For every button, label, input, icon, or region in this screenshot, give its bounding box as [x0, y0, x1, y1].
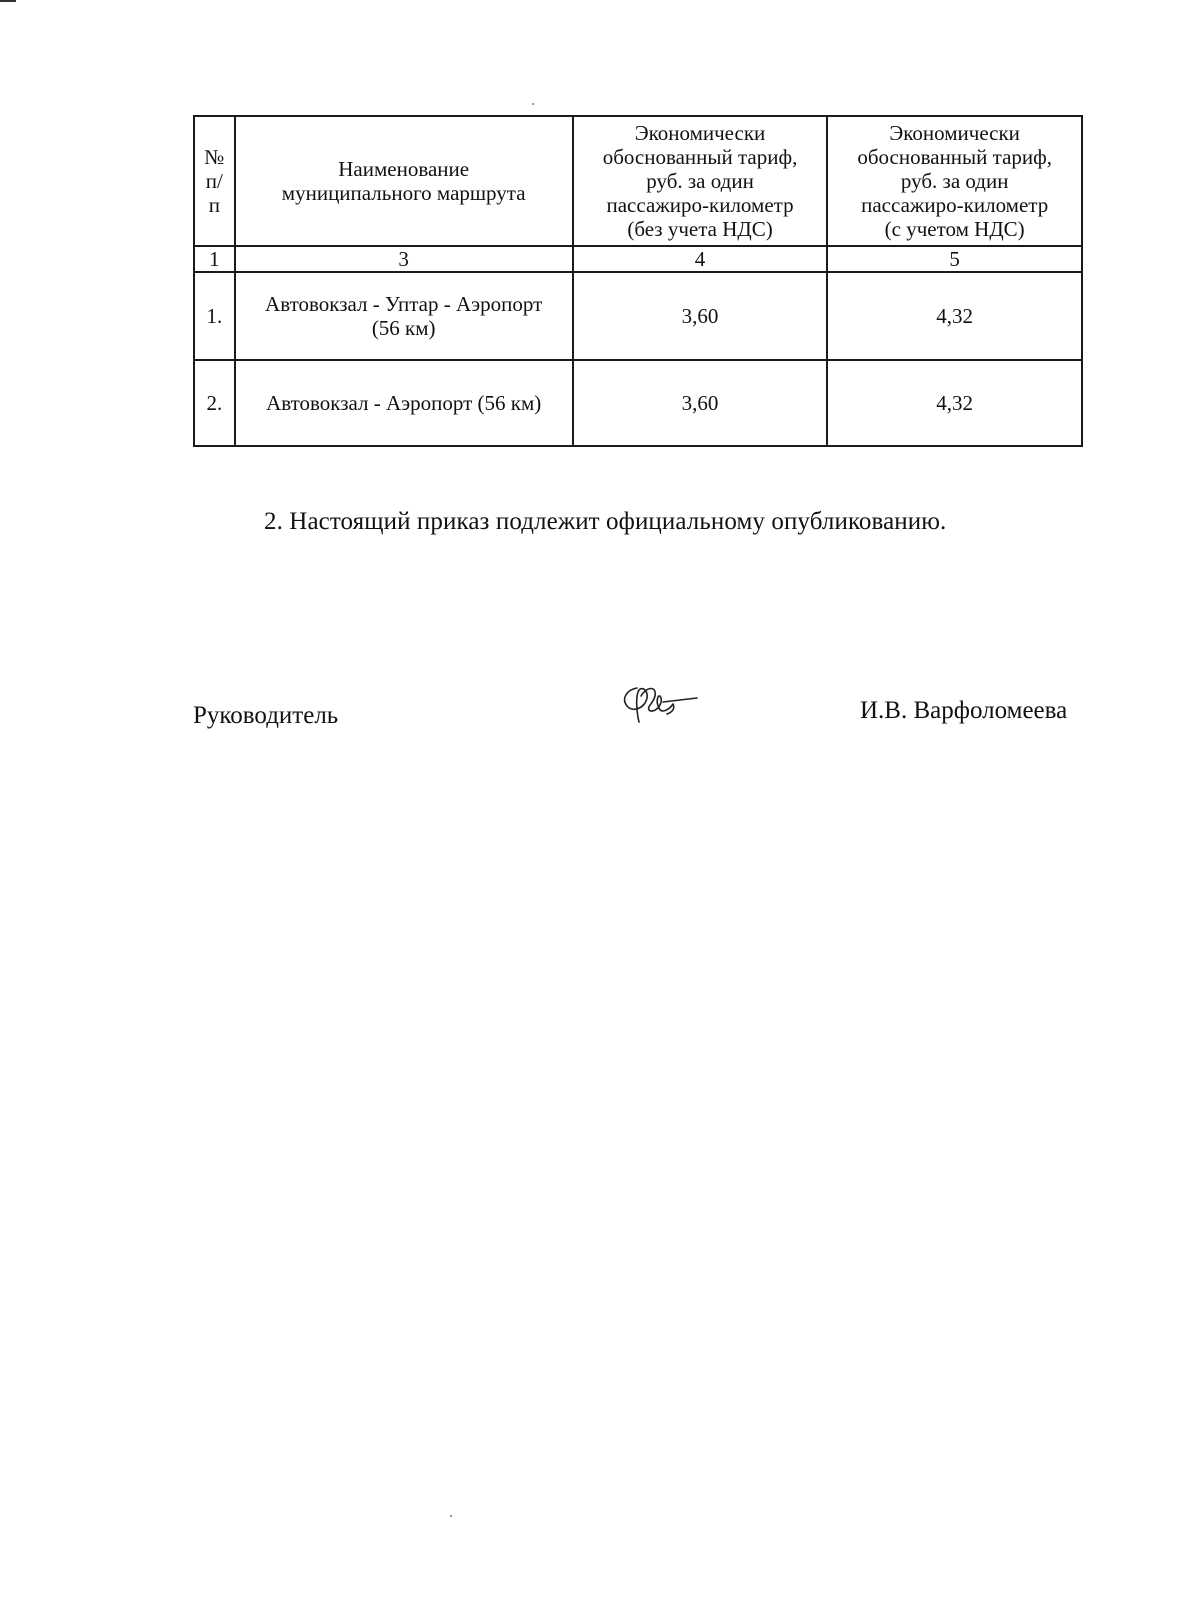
tariff-table — [193, 115, 1083, 447]
handwritten-signature — [617, 676, 699, 726]
header-number: № п/п — [194, 116, 235, 246]
column-number: 3 — [235, 246, 573, 272]
scan-corner-mark — [0, 0, 16, 2]
signatory-name: И.В. Варфоломеева — [860, 697, 1068, 724]
signatory-title: Руководитель — [193, 702, 339, 729]
route-name: Автовокзал - Аэропорт (56 км) — [235, 360, 573, 446]
header-route-name: Наименование муниципального маршрута — [235, 116, 573, 246]
table-header-row — [194, 116, 1082, 246]
table-row — [194, 272, 1082, 360]
clause-text: 2. Настоящий приказ подлежит официальному опубликованию. — [264, 508, 947, 535]
row-number: 2. — [194, 360, 235, 446]
tariff-with-vat: 4,32 — [827, 360, 1082, 446]
header-tariff-without-vat: Экономически обоснованный тариф, руб. за один пассажиро-километр (без учета НДС) — [573, 116, 828, 246]
column-number: 1 — [194, 246, 235, 272]
tariff-without-vat: 3,60 — [573, 272, 828, 360]
route-name: Автовокзал - Уптар - Аэропорт (56 км) — [235, 272, 573, 360]
row-number: 1. — [194, 272, 235, 360]
scan-speck — [450, 1515, 452, 1517]
column-number-row — [194, 246, 1082, 272]
scan-speck — [532, 103, 534, 105]
table-row — [194, 360, 1082, 446]
tariff-without-vat: 3,60 — [573, 360, 828, 446]
column-number: 4 — [573, 246, 828, 272]
tariff-with-vat: 4,32 — [827, 272, 1082, 360]
column-number: 5 — [827, 246, 1082, 272]
header-tariff-with-vat: Экономически обоснованный тариф, руб. за один пассажиро-километр (с учетом НДС) — [827, 116, 1082, 246]
